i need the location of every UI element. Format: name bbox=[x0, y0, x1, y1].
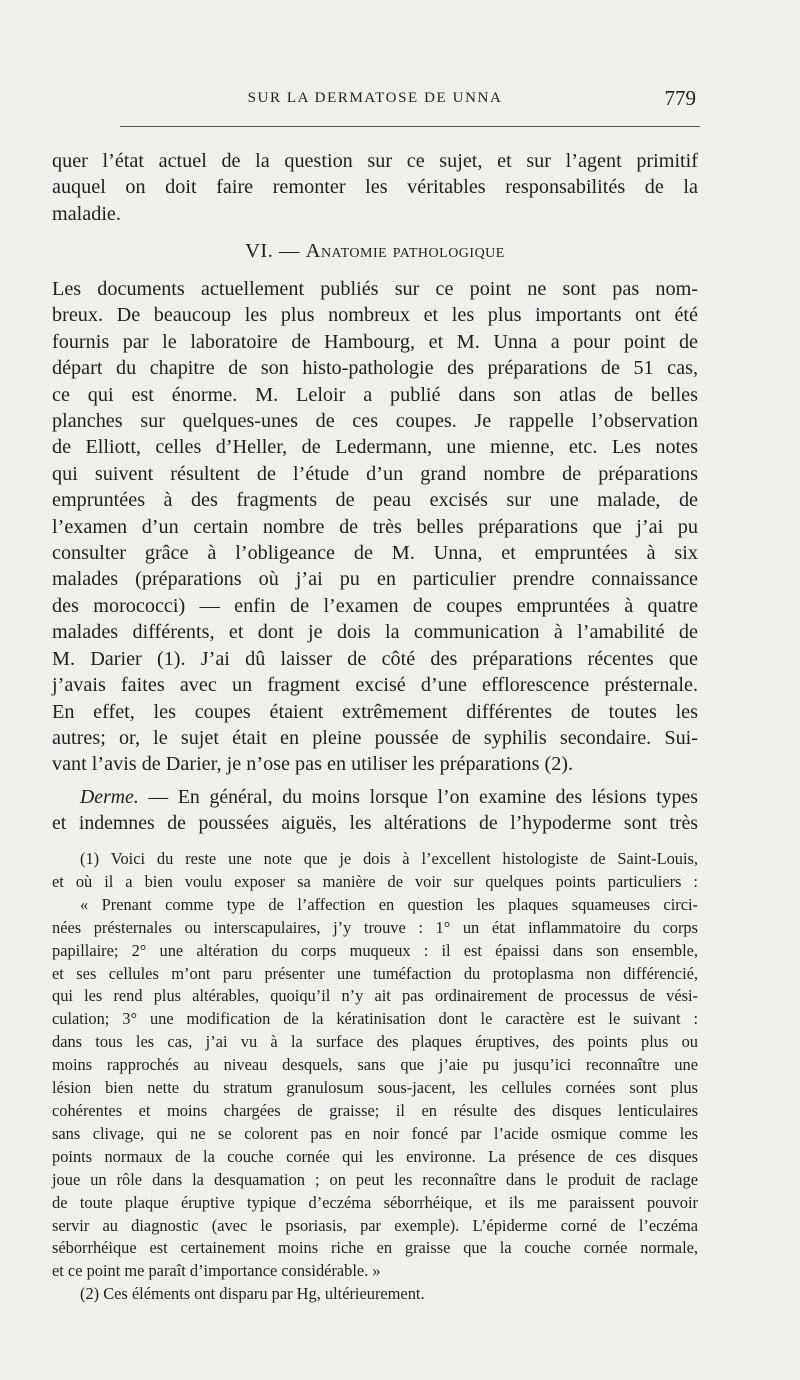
footnote-line: dans tous les cas, j’ai vu à la surface des plaques éruptives, des points plus ou bbox=[52, 1032, 698, 1052]
text-line: breux. De beaucoup les plus nombreux et les plus importants ont été bbox=[52, 304, 698, 327]
text-line: fournis par le laboratoire de Hambourg, et M. Unna a pour point de bbox=[52, 330, 698, 353]
footnote-line: (1) Voici du reste une note que je dois à l’excellent histologiste de Saint-Louis, bbox=[80, 849, 698, 868]
text-line: qui suivent résultent de l’étude d’un grand nombre de préparations bbox=[52, 462, 698, 485]
header-rule bbox=[120, 126, 700, 127]
derme-text: — En général, du moins lorsque l’on examine des lésions types bbox=[138, 786, 698, 808]
text-line: ce qui est énorme. M. Leloir a publié dans son atlas de belles bbox=[52, 383, 698, 406]
footnote-line: et ses cellules m’ont paru présenter une tuméfaction du protoplasma non différencié, bbox=[52, 963, 698, 983]
text-line: consulter grâce à l’obligeance de M. Unna, et empruntées à six bbox=[52, 542, 698, 565]
text-line: départ du chapitre de son histo-pathologie des préparations de 51 cas, bbox=[52, 357, 698, 380]
running-head bbox=[52, 86, 698, 116]
text-line: j’avais faites avec un fragment excisé d’une efflorescence présternale. bbox=[52, 674, 698, 697]
text-line: l’examen d’un certain nombre de très belles préparations que j’ai pu bbox=[52, 515, 698, 538]
text-line: et indemnes de poussées aiguës, les altérations de l’hypoderme sont très bbox=[52, 812, 698, 835]
page-number: 779 bbox=[664, 86, 696, 110]
footnote-line: culation; 3° une modification de la kératinisation dont le caractère est le suivant : bbox=[52, 1009, 698, 1029]
text-line: planches sur quelques-unes de ces coupes. Je rappelle l’observation bbox=[52, 410, 698, 433]
derme-paragraph bbox=[52, 784, 698, 837]
section-heading bbox=[52, 240, 698, 263]
text-line: empruntées à des fragments de peau excisés sur une malade, de bbox=[52, 489, 698, 512]
text-line: des morococci) — enfin de l’examen de coupes empruntées à quatre bbox=[52, 594, 698, 617]
derme-label: Derme. bbox=[80, 786, 139, 808]
text-line: malades différents, et dont je dois la communication à l’amabilité de bbox=[52, 621, 698, 644]
footnote-line: séborrhéique est certainement moins riche en graisse que la couche cornée normale, bbox=[52, 1238, 698, 1258]
footnote-line: cohérentes et moins chargées de graisse; il en résulte des disques lenticulaires bbox=[52, 1100, 698, 1120]
footnote-line: de toute plaque éruptive typique d’eczéma séborrhéique, et ils me paraissent pouvoir bbox=[52, 1192, 698, 1212]
text-line: autres; or, le sujet était en pleine poussée de syphilis secondaire. Sui- bbox=[52, 726, 698, 749]
footnote-line: points normaux de la couche cornée qui les environne. La présence de ces disques bbox=[52, 1146, 698, 1166]
footnote-line: joue un rôle dans la desquamation ; on peut les reconnaître dans le produit de raclage bbox=[52, 1169, 698, 1189]
footnote-line: qui les rend plus altérables, quoiqu’il n’y ait pas ordinairement de processus de vési- bbox=[52, 986, 698, 1006]
text-line: En effet, les coupes étaient extrêmement différentes de toutes les bbox=[52, 700, 698, 723]
footnote-line: sans clivage, qui ne se colorent pas en noir foncé par l’acide osmique comme les bbox=[52, 1123, 698, 1143]
section-title: Anatomie pathologique bbox=[305, 240, 505, 262]
text-line: vant l’avis de Darier, je n’ose pas en utiliser les préparations (2). bbox=[52, 753, 574, 776]
footnote-line: (2) Ces éléments ont disparu par Hg, ultérieurement. bbox=[80, 1284, 425, 1304]
footnote-line: papillaire; 2° une altération du corps muqueux : il est épaissi dans son ensemble, bbox=[52, 940, 698, 960]
text-line bbox=[52, 784, 698, 810]
footnote-line: lésion bien nette du stratum granulosum sous-jacent, les cellules cornées sont plus bbox=[52, 1078, 698, 1098]
text-line: malades (préparations où j’ai pu en particulier prendre connaissance bbox=[52, 568, 698, 591]
footnotes bbox=[52, 848, 698, 1306]
footnote-line: et où il a bien voulu exposer sa manière de voir sur quelques points particuliers : bbox=[52, 871, 698, 891]
footnote-line: « Prenant comme type de l’affection en question les plaques squameuses circi- bbox=[80, 894, 698, 914]
running-title: SUR LA DERMATOSE DE UNNA bbox=[247, 90, 503, 106]
section-numeral: VI. — bbox=[245, 240, 301, 262]
text-line: de Elliott, celles d’Heller, de Ledermann, une mienne, etc. Les notes bbox=[52, 436, 698, 459]
intro-paragraph bbox=[52, 148, 698, 227]
text-line: auquel on doit faire remonter les véritables responsabilités de la bbox=[52, 176, 698, 199]
footnote-line: servir au diagnostic (avec le psoriasis, par exemple). L’épiderme corné de l’eczéma bbox=[52, 1215, 698, 1235]
text-line: Les documents actuellement publiés sur ce point ne sont pas nom- bbox=[52, 278, 698, 300]
footnote-line: nées présternales ou interscapulaires, j’y trouve : 1° un état inflammatoire du corps bbox=[52, 917, 698, 937]
text-line: M. Darier (1). J’ai dû laisser de côté des préparations récentes que bbox=[52, 647, 698, 670]
footnote-line: moins rapprochés au niveau desquels, sans que j’aie pu jusqu’ici reconnaître une bbox=[52, 1055, 698, 1075]
main-paragraph bbox=[52, 276, 698, 778]
text-line: quer l’état actuel de la question sur ce sujet, et sur l’agent primitif bbox=[52, 150, 698, 172]
footnote-line: et ce point me paraît d’importance considérable. » bbox=[52, 1261, 381, 1281]
text-line: maladie. bbox=[52, 202, 121, 225]
